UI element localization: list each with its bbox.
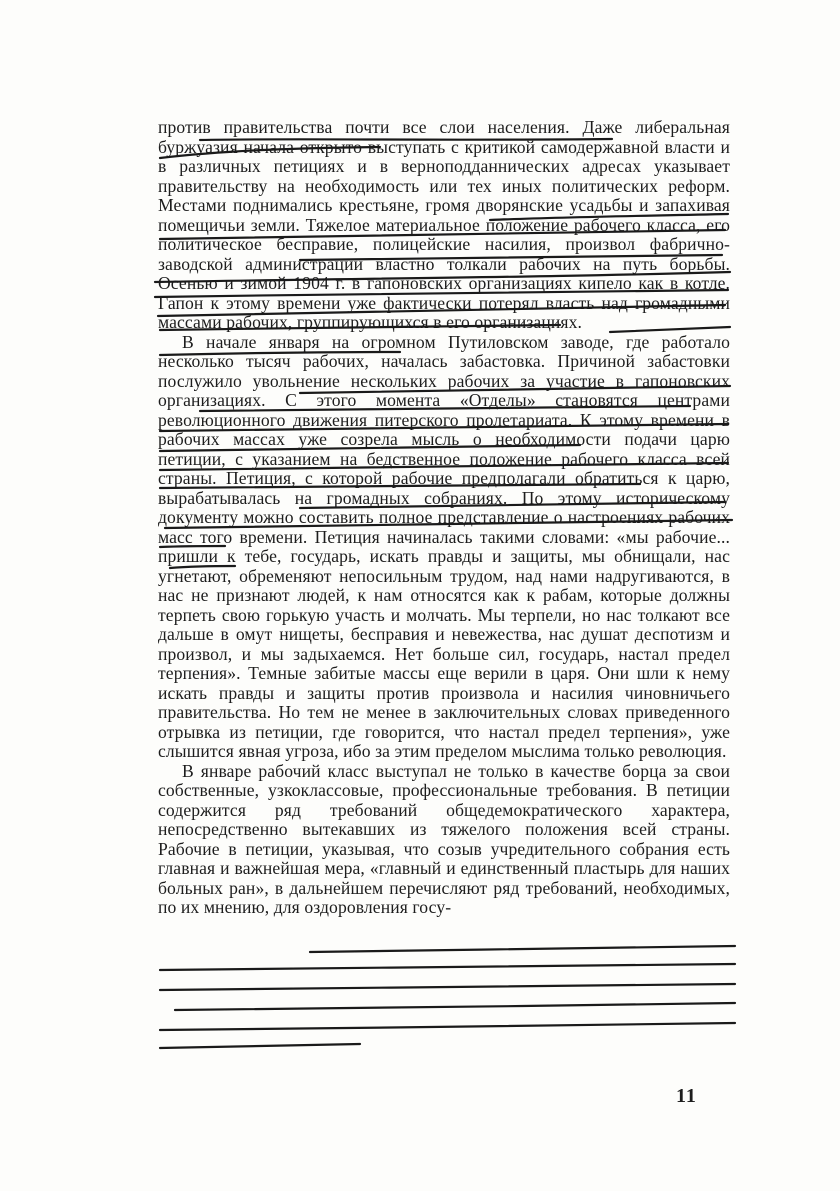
underline-stroke [160,1023,735,1030]
underline-stroke [160,964,735,970]
paragraph-2: В начале января на огромном Путиловском заводе, где работало несколько тысяч рабочих, началась забастовка. Причиной забастовки послужило увольнение нескольких рабочих за участие в гапоновских организациях. С этого момента «Отделы» становятся центрами революционного движения питерского пролетариата. К этому времени в рабочих массах уже созрела мысль о необходимости подачи царю петиции, с указанием на бедственное положение рабочего класса всей страны. Петиция, с которой рабочие предполагали обратиться к царю, вырабатывалась на громадных собраниях. По этому историческому документу можно составить полное представление о настроениях рабочих масс того времени. Петиция начиналась такими словами: «мы рабочие... пришли к тебе, государь, искать правды и защиты, мы обнищали, нас угнетают, обременяют непосильным трудом, над нами надругиваются, в нас не признают людей, к нам относятся как к рабам, которые должны терпеть свою горькую участь и молчать. Мы терпели, но нас толкают все дальше в омут нищеты, бесправия и невежества, нас душат деспотизм и произвол, и мы задыхаемся. Нет больше сил, государь, настал предел терпения». Темные забитые массы еще верили в царя. Они шли к нему искать правды и защиты против произвола и насилия чиновничьего правительства. Но тем не менее в заключительных словах приведенного отрывка из петиции, где говорится, что настал предел терпения», уже слышится явная угроза, ибо за этим пределом мыслима только революция. [158,331,730,761]
page-number: 11 [676,1085,697,1107]
paragraph-1: против правительства почти все слои населения. Даже либеральная буржуазия начала открыто выступать с критикой самодержавной власти и в различных петициях и в верноподданнических адресах указывает правительству на необходимость или тех иных политических реформ. Местами поднимались крестьяне, громя дворянские усадьбы и запахивая помещичьи земли. Тяжелое материальное положение рабочего класса, его политическое бесправие, полицейские насилия, произвол фабрично-заводской администрации властно толкали рабочих на путь борьбы. Осенью и зимой 1904 г. в гапоновских организациях кипело как в котле. Гапон к этому времени уже фактически потерял власть над громадными массами рабочих, группирующихся в его организациях. [158,117,730,332]
underline-stroke [160,1044,360,1048]
body-text [158,118,730,918]
paragraph-3: В январе рабочий класс выступал не только в качестве борца за свои собственные, узкоклассовые, профессиональные требования. В петиции содержится ряд требований общедемократического характера, непосредственно вытекавших из тяжелого положения всей страны. Рабочие в петиции, указывая, что созыв учредительного собрания есть главная и важнейшая мера, «главный и единственный пластырь для наших больных ран», в дальнейшем перечисляют ряд требований, необходимых, по их мнению, для оздоровления госу- [158,760,730,917]
underline-stroke [160,984,735,990]
underline-stroke [310,946,735,952]
underline-stroke [175,1003,735,1010]
